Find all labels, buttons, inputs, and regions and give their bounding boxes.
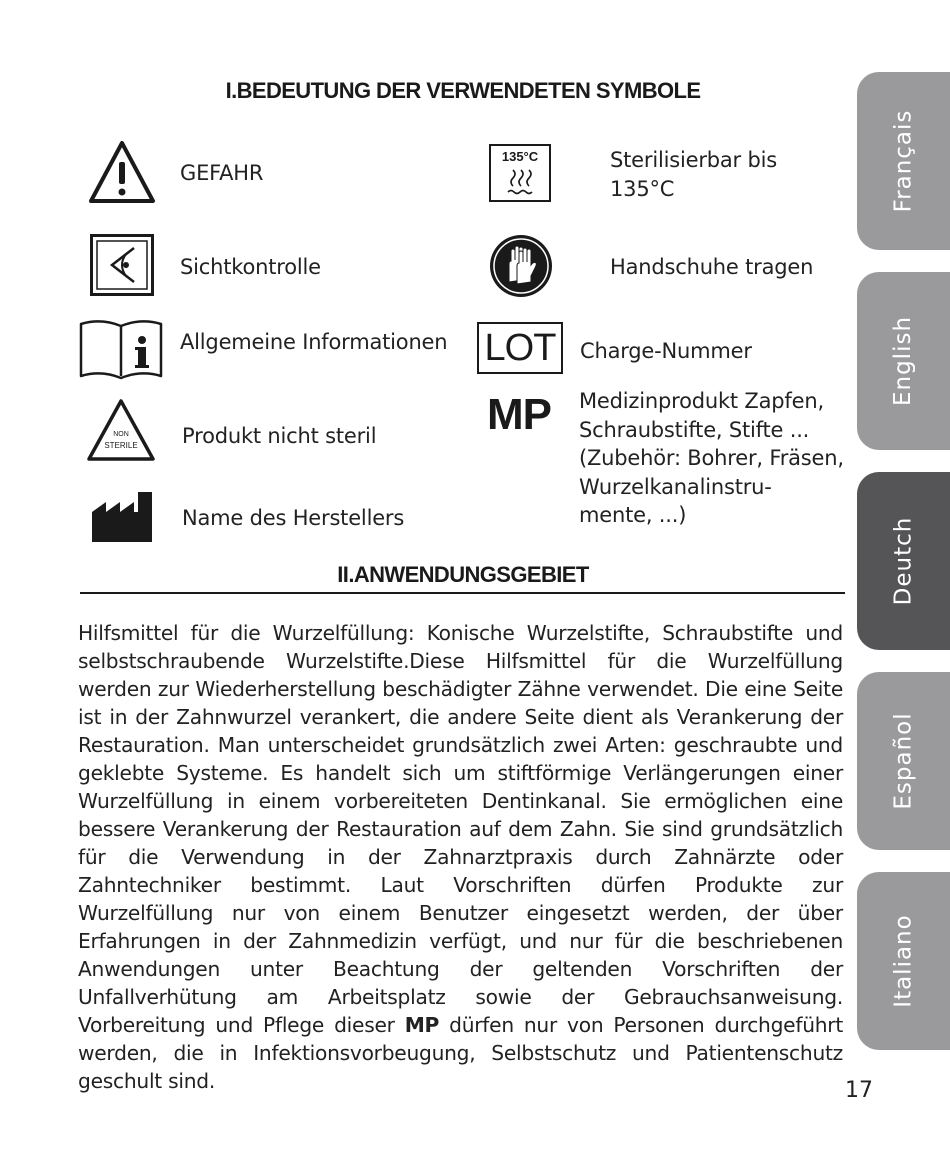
tab-label-english: English xyxy=(890,315,917,407)
symbol-label-mp-4: Wurzelkanalinstru- xyxy=(579,475,772,499)
symbol-label-batch-number: Charge-Nummer xyxy=(580,339,752,363)
paragraph-mp-bold: MP xyxy=(404,1013,440,1037)
tab-label-deutch: Deutch xyxy=(890,516,917,606)
paragraph-text-2: dürfen nur von Personen durchgeführt werden, die in Infektionsvorbeugung, Selbstschutz und Patientenschutz geschult sind. xyxy=(78,1013,844,1093)
non-sterile-icon xyxy=(86,398,156,462)
tab-english[interactable] xyxy=(857,272,950,450)
symbol-label-mp-3: (Zubehör: Bohrer, Fräsen, xyxy=(579,446,844,470)
tab-espanol[interactable] xyxy=(857,672,950,850)
manufacturer-factory-icon xyxy=(90,490,154,544)
tab-francais[interactable] xyxy=(857,72,950,250)
tab-label-espanol: Español xyxy=(890,712,917,810)
symbol-label-manufacturer: Name des Herstellers xyxy=(182,506,405,530)
tab-label-francais: Français xyxy=(890,109,917,213)
symbol-label-mp-5: mente, ...) xyxy=(579,503,687,527)
tab-label-italiano: Italiano xyxy=(890,914,917,1008)
page-number: 17 xyxy=(845,1078,873,1103)
non-sterile-triangle-icon xyxy=(86,398,156,462)
symbol-label-general-info: Allgemeine Informationen xyxy=(180,330,448,354)
lot-icon: LOT xyxy=(477,322,563,374)
symbol-label-wear-gloves: Handschuhe tragen xyxy=(610,255,814,279)
section-title-application: II.ANWENDUNGSGEBIET xyxy=(337,562,589,587)
section-title-symbols: I.BEDEUTUNG DER VERWENDETEN SYMBOLE xyxy=(225,78,701,103)
symbol-label-sterilizable-1: Sterilisierbar bis xyxy=(610,148,777,172)
gloves-icon xyxy=(489,234,553,298)
sterilizable-135-icon xyxy=(489,144,551,202)
non-sterile-text-2: STERILE xyxy=(104,441,138,450)
mp-icon: MP xyxy=(487,390,551,439)
tab-deutch[interactable] xyxy=(857,472,950,650)
eye-inspection-icon xyxy=(90,234,154,296)
symbol-label-danger: GEFAHR xyxy=(180,161,264,185)
symbol-label-non-sterile: Produkt nicht steril xyxy=(182,424,377,448)
paragraph-text-1: Hilfsmittel für die Wurzelfüllung: Konische Wurzelstifte, Schraubstifte und selbstschraubende Wurzelstifte.Diese Hilfsmittel für die Wurzelfüllung werden zur Wiederherstellung beschädigter Zähne verwendet. Die eine Seite ist in der Zahnwurzel verankert, die andere Seite dient als Verankerung der Restauration. Man unterscheidet grundsätzlich zwei Arten: geschraubte und geklebte Systeme. Es handelt sich um stiftförmige Verlängerungen einer Wurzelfüllung in einem vorbereiteten Dentinkanal. Sie ermöglichen eine bessere Verankerung der Restauration auf dem Zahn. Sie sind grundsätzlich für die Verwendung in der Zahnarztpraxis durch Zahnärzte oder Zahntechniker bestimmt. Laut Vorschriften dürfen Produkte zur Wurzelfüllung nur von einem Benutzer eingesetzt werden, der über Erfahrungen in der Zahnmedizin verfügt, und nur für die beschriebenen Anwendungen unter Beachtung der geltenden Vorschriften der Unfallverhütung am Arbeitsplatz sowie der Gebrauchsanweisung. Vorbereitung und Pflege dieser xyxy=(78,621,843,1037)
info-book-icon xyxy=(78,318,164,380)
symbol-label-sterilizable-2: 135°C xyxy=(610,177,675,201)
steam-icon xyxy=(505,168,537,198)
tab-italiano[interactable] xyxy=(857,872,950,1050)
symbol-label-visual-check: Sichtkontrolle xyxy=(180,255,321,279)
section-divider xyxy=(80,592,845,594)
sterilizable-temp-text: 135°C xyxy=(501,149,539,164)
symbol-label-mp-2: Schraubstifte, Stifte ... xyxy=(579,418,810,442)
non-sterile-text-1: NON xyxy=(113,431,129,438)
warning-triangle-icon xyxy=(88,140,156,204)
symbol-label-mp-1: Medizinprodukt Zapfen, xyxy=(579,389,824,413)
application-paragraph xyxy=(78,619,843,1095)
